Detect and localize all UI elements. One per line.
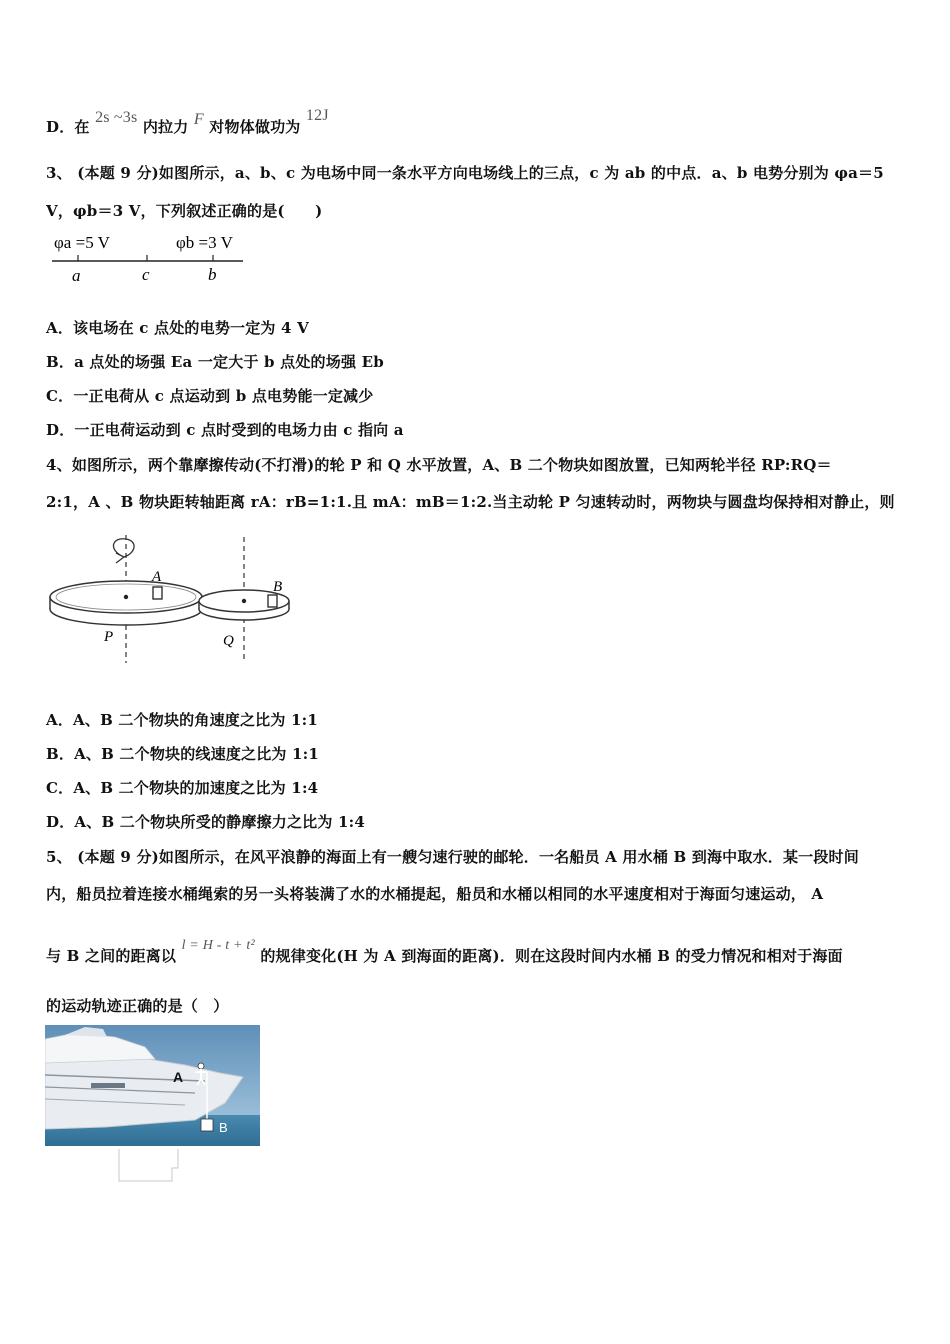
q5-stem-line4: 的运动轨迹正确的是（ ） (46, 997, 229, 1015)
stem-text: 的规律变化(H 为 A 到海面的距离)．则在这段时间内水桶 B 的受力情况和相对于海面 (260, 947, 843, 965)
q4-stem-line1: 4、如图所示，两个靠摩擦传动(不打滑)的轮 P 和 Q 水平放置，A、B 二个物块如图放置，已知两轮半径 RP:RQ＝ (46, 456, 832, 474)
force-symbol: F (193, 111, 204, 128)
person-a-label: A (173, 1069, 184, 1085)
placeholder-outline (119, 1149, 178, 1181)
stem-text: 与 B 之间的距离以 (46, 947, 177, 965)
friction-wheels-figure (46, 535, 306, 665)
option-text: 在 (74, 118, 90, 136)
q4-stem-line2: 2:1，A 、B 物块距转轴距离 rA：rB=1:1.且 mA：mB＝1:2.当主动轮 P 匀速转动时，两物块与圆盘均保持相对静止，则 (46, 493, 895, 511)
answer-image-placeholder (118, 1148, 180, 1182)
block-b (268, 595, 277, 607)
q3-option-b: B．a 点处的场强 Ea 一定大于 b 点处的场强 Eb (46, 353, 384, 371)
block-a-label: A (152, 569, 162, 585)
block-b-label: B (273, 579, 283, 595)
bucket-b (201, 1119, 213, 1131)
wheel-p-center (124, 595, 128, 599)
point-a-label: a (72, 266, 81, 285)
q5-stem-line3 (46, 938, 843, 966)
point-b-label: b (208, 265, 217, 284)
distance-formula: l = H - t + t² (181, 938, 255, 953)
q4-option-d: D．A、B 二个物块所受的静摩擦力之比为 1:4 (46, 813, 365, 831)
option-label: D． (46, 118, 75, 136)
ship-name-plate (91, 1083, 125, 1088)
q4-option-a: A．A、B 二个物块的角速度之比为 1:1 (46, 711, 319, 729)
wheel-p-label: P (104, 629, 114, 645)
q4-option-b: B．A、B 二个物块的线速度之比为 1:1 (46, 745, 320, 763)
option-text: 内拉力 (142, 118, 189, 136)
block-a (153, 587, 162, 599)
rotation-arrow-icon (113, 539, 134, 557)
point-c-label: c (142, 265, 150, 284)
q3-option-a: A．该电场在 c 点处的电势一定为 4 V (46, 319, 309, 337)
cruise-ship-photo (45, 1025, 260, 1146)
rotation-arrowhead-icon (116, 553, 124, 563)
time-interval: 2s ~3s (95, 109, 138, 126)
q3-option-d: D．一正电荷运动到 c 点时受到的电场力由 c 指向 a (46, 421, 404, 439)
work-value: 12J (305, 107, 329, 124)
wheel-q-label: Q (223, 633, 234, 649)
q5-stem-line2: 内，船员拉着连接水桶绳索的另一头将装满了水的水桶提起，船员和水桶以相同的水平速度相对于海面匀速运动， A (46, 885, 824, 903)
q2-option-d (46, 107, 329, 137)
phi-b-label: φb =3 V (176, 233, 233, 252)
electric-field-line-figure (46, 228, 256, 288)
q3-option-c: C．一正电荷从 c 点运动到 b 点电势能一定减少 (46, 387, 374, 405)
bucket-b-label: B (219, 1120, 228, 1135)
wheel-q-center (242, 599, 246, 603)
q3-stem-line2: V，φb＝3 V，下列叙述正确的是( ) (46, 202, 323, 220)
q5-stem-line1: 5、 (本题 9 分)如图所示，在风平浪静的海面上有一艘匀速行驶的邮轮．一名船员 A 用水桶 B 到海中取水．某一段时间 (46, 848, 859, 866)
option-text: 对物体做功为 (209, 118, 301, 136)
q4-option-c: C．A、B 二个物块的加速度之比为 1:4 (46, 779, 319, 797)
q3-stem-line1: 3、 (本题 9 分)如图所示，a、b、c 为电场中同一条水平方向电场线上的三点，c 为 ab 的中点．a、b 电势分别为 φa＝5 (46, 164, 884, 182)
person-a-head (198, 1063, 204, 1069)
phi-a-label: φa =5 V (54, 233, 110, 252)
